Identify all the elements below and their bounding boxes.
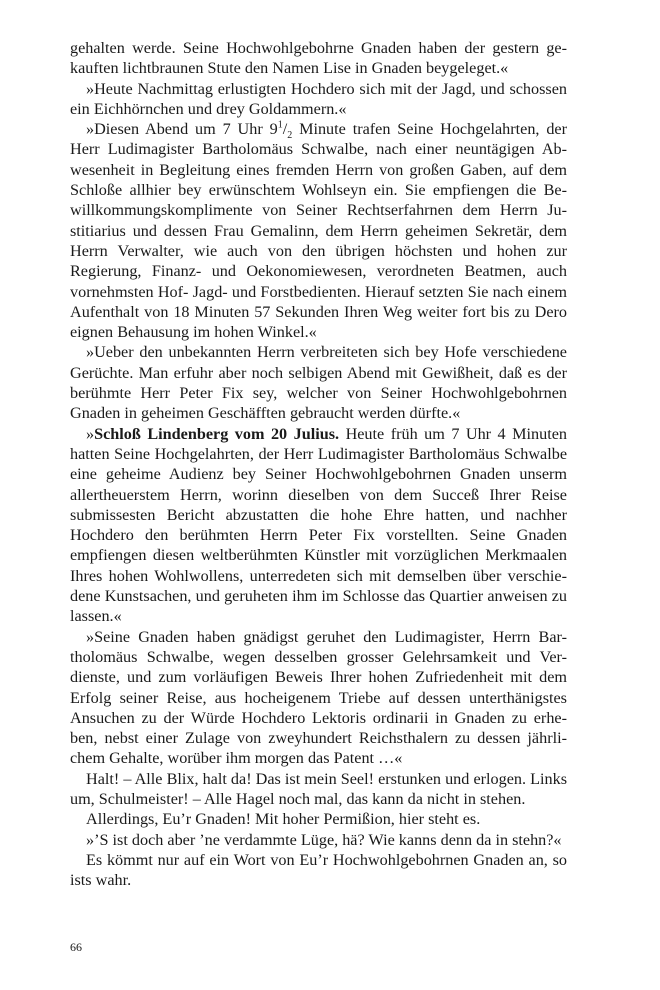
paragraph-3-start: »Diesen Abend um 7 Uhr 9 — [86, 120, 278, 139]
paragraph-5-quote: » — [86, 424, 95, 443]
paragraph-10: Es kömmt nur auf ein Wort von Eu’r Hochwohlgebohrnen Gnaden an, so ists wahr. — [70, 850, 567, 890]
dateline: Schloß Lindenberg vom 20 Julius. — [94, 424, 340, 443]
page-number: 66 — [70, 940, 82, 954]
paragraph-3-rest: Minute trafen Seine Hochgelahrten, der Herr Ludimagister Bartholomäus Schwalbe, nach einer neuntägigen Ab-wesenheit in Begleitung eines fremden Herrn von großen Gaben, auf dem Schloße allhier bey erwünschtem Wohlseyn ein. Sie empfiengen die Be-willkommungskomplimente von Seiner Rechtserfahrnen dem Herrn Ju-stitiarius und dessen Frau Gemalinn, dem Herrn geheimen Sekretär, dem Herrn Verwalter, wie auch von den übrigen höchsten und hohen zur Regierung, Finanz- und Oekonomiewesen, verordneten Beatmen, auch vornehmsten Hof- Jagd- und Forstbedienten. Hierauf setzten Sie nach einem Aufenthalt von 18 Minuten 57 Sekunden Ihren Weg weiter fort bis zu Dero eignen Behausung im hohen Winkel.« — [70, 120, 568, 342]
fraction-numerator: 1 — [277, 119, 283, 131]
paragraph-8: Allerdings, Eu’r Gnaden! Mit hoher Permißion, hier steht es. — [86, 810, 481, 829]
fraction-denominator: 2 — [287, 130, 293, 142]
fraction-slash: / — [282, 120, 288, 139]
paragraph-9: »’S ist doch aber ’ne verdammte Lüge, hä? Wie kanns denn da in stehn?« — [86, 830, 562, 849]
paragraph-7: Halt! – Alle Blix, halt da! Das ist mein Seel! erstunken und erlogen. Links um, Schulmeister! – Alle Hagel noch mal, das kann da nicht in stehen. — [70, 769, 567, 808]
paragraph-2: »Heute Nachmittag erlustigten Hochdero sich mit der Jagd, und schossen ein Eichhörnchen und drey Goldammern.« — [70, 79, 567, 118]
paragraph-5 — [70, 424, 567, 627]
paragraph-1: gehalten werde. Seine Hochwohlgebohrne Gnaden haben der gestern ge-kauften lichtbraunen Stute den Namen Lise in Gnaden beygeleget.« — [70, 39, 567, 78]
paragraph-4: »Ueber den unbekannten Herrn verbreiteten sich bey Hofe verschiedene Gerüchte. Man erfuhr aber noch selbigen Abend mit Gewißheit, daß es der berühmte Herr Peter Fix sey, welcher von Seiner Hochwohlgebohrnen Gnaden in geheimen Geschäfften gebraucht werden dürfte.« — [70, 343, 567, 423]
page-body — [70, 38, 567, 890]
paragraph-6: »Seine Gnaden haben gnädigst geruhet den Ludimagister, Herrn Bar-tholomäus Schwalbe, wegen desselben grosser Gelehrsamkeit und Ver-dienste, und zum vorläufigen Beweis Ihrer hohen Zufriedenheit mit dem Erfolg seiner Reise, aus hocheigenem Triebe auf dessen unterthänigstes Ansuchen zu der Würde Hochdero Lektoris ordinarii in Gnaden zu erhe-ben, nebst einer Zulage von zweyhundert Reichsthalern zu dessen jährli-chem Gehalte, worüber ihm morgen das Patent …« — [70, 627, 567, 768]
paragraph-3 — [70, 119, 567, 342]
paragraph-5-text: Heute früh um 7 Uhr 4 Minuten hatten Seine Hochgelahrten, der Herr Ludimagister Bartholomäus Schwalbe eine geheime Audienz bey Seiner Hochwohlgebohrnen Gnaden unserm allertheuerstem Herrn, worinn dieselben von dem Succeß Ihrer Reise submissesten Bericht abzustatten die hohe Ehre hatten, und nachher Hochdero den berühmten Herrn Peter Fix vorstellten. Seine Gnaden empfiengen diesen weltberühmten Künstler mit vorzüglichen Merkmaalen Ihres hohen Wohlwollens, unterredeten sich mit demselben über verschie-dene Kunstsachen, und geruheten ihm im Schlosse das Quartier anweisen zu lassen.« — [70, 424, 567, 626]
